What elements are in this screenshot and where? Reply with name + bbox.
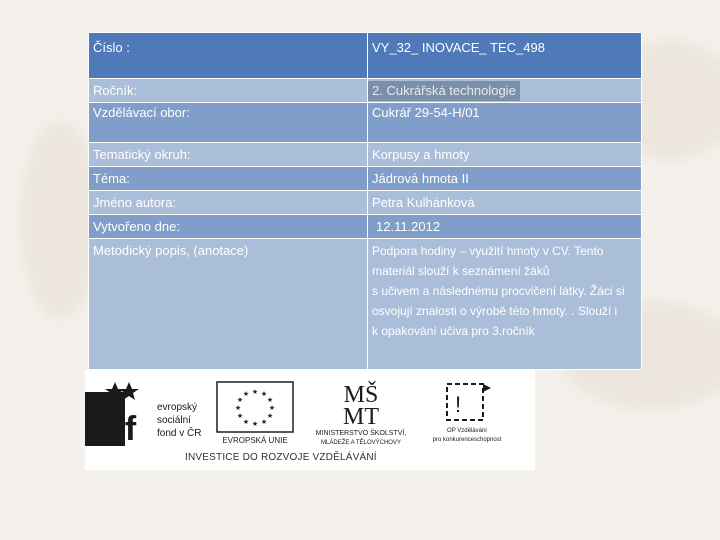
slogan: INVESTICE DO ROZVOJE VZDĚLÁVÁNÍ — [185, 452, 377, 463]
svg-text:★: ★ — [251, 389, 259, 396]
row-label: Vzdělávací obor: — [89, 103, 368, 143]
annotation-line: osvojují znalosti o výrobě této hmoty. . Slouží i — [372, 304, 618, 318]
row-label: Číslo : — [89, 33, 368, 79]
eu-caption: EVROPSKÁ UNIE — [222, 436, 288, 445]
annotation-line: s učivem a následnému procvičení látky. Žáci si — [372, 284, 625, 298]
table-row — [89, 143, 642, 167]
annotation-line: k opakování učiva pro 3.ročník — [372, 324, 535, 338]
row-value: Cukrář 29-54-H/01 — [368, 103, 642, 143]
msmt-line2: MLÁDEŽE A TĚLOVÝCHOVY — [321, 440, 401, 446]
svg-text:★: ★ — [234, 405, 242, 412]
esf-logo — [85, 380, 210, 446]
eu-logo — [215, 380, 295, 446]
annotation-line: materiál slouží k seznámení žáků — [372, 264, 550, 278]
row-label: Metodický popis, (anotace) — [93, 243, 249, 258]
svg-text:★: ★ — [242, 419, 250, 426]
op-icon: ! — [455, 392, 462, 417]
op-line2: pro konkurenceschopnost — [432, 437, 502, 443]
svg-text:★: ★ — [242, 391, 250, 398]
row-value: Jádrová hmota II — [368, 167, 642, 191]
table-row — [89, 167, 642, 191]
row-value: 2. Cukrářská technologie — [368, 81, 520, 101]
msmt-logo — [307, 378, 415, 446]
msmt-line1: MINISTERSTVO ŠKOLSTVÍ, — [315, 430, 407, 437]
table-row — [89, 191, 642, 215]
svg-text:★: ★ — [266, 397, 274, 404]
svg-text:★: ★ — [268, 405, 276, 412]
table-row — [89, 79, 642, 103]
logo-strip — [85, 370, 535, 470]
row-label: Jméno autora: — [89, 191, 368, 215]
row-value: Petra Kulhánková — [368, 191, 642, 215]
svg-text:★: ★ — [236, 413, 244, 420]
table-row — [89, 239, 642, 370]
esf-line3: fond v ČR — [157, 428, 202, 439]
row-value: Korpusy a hmoty — [368, 143, 642, 167]
row-value: VY_32_ INOVACE_ TEC_498 — [368, 33, 642, 79]
svg-text:★: ★ — [266, 413, 274, 420]
op-logo — [425, 380, 510, 446]
row-value-cell — [368, 79, 642, 103]
row-label: Téma: — [89, 167, 368, 191]
metadata-table — [88, 32, 642, 370]
svg-text:★: ★ — [236, 397, 244, 404]
row-value: 12.11.2012 — [368, 215, 642, 239]
svg-text:★: ★ — [260, 391, 268, 398]
msmt-mark2: MT — [343, 404, 379, 430]
row-label: Ročník: — [89, 79, 368, 103]
row-label: Tematický okruh: — [89, 143, 368, 167]
annotation-line: Podpora hodiny – využití hmoty v CV. Tento — [372, 244, 604, 258]
msmt-mark1: MŠ — [343, 382, 379, 408]
table-row — [89, 215, 642, 239]
esf-line2: sociální — [157, 415, 191, 426]
svg-text:★: ★ — [251, 421, 259, 428]
op-line1: OP Vzdělávání — [447, 428, 487, 434]
esf-line1: evropský — [157, 402, 198, 413]
svg-text:★: ★ — [260, 419, 268, 426]
row-label: Vytvořeno dne: — [89, 215, 368, 239]
table-row — [89, 33, 642, 79]
annotation-cell — [368, 239, 642, 370]
table-row — [89, 103, 642, 143]
row-label-cell — [89, 239, 368, 370]
esf-letters: esf — [87, 410, 137, 446]
